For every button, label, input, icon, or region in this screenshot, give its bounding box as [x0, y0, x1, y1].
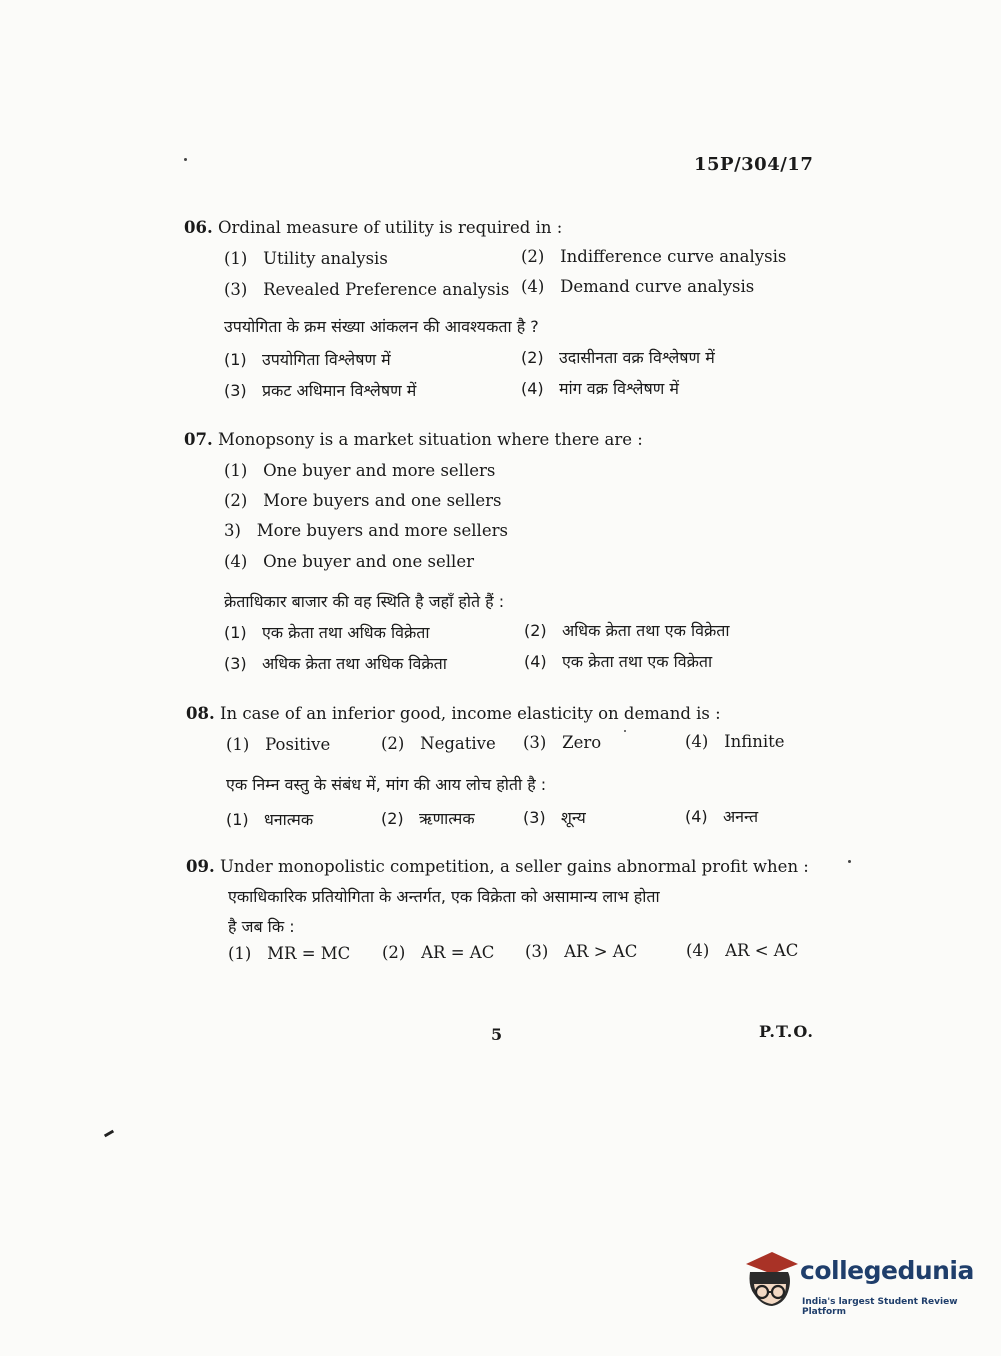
please-turn-over: P.T.O. — [759, 1022, 814, 1041]
brand-name: collegedunia — [800, 1256, 974, 1285]
option: (4) AR < AC — [686, 941, 799, 960]
option: (1) Positive — [226, 735, 331, 754]
paper-code: 15P/304/17 — [694, 154, 814, 175]
option: (4) मांग वक्र विश्लेषण में — [521, 379, 679, 398]
option: (1) धनात्मक — [226, 810, 314, 829]
option: (2) Negative — [381, 734, 496, 753]
option: (1) One buyer and more sellers — [224, 461, 496, 480]
scan-speck — [848, 860, 851, 863]
option: (3) AR > AC — [525, 942, 638, 961]
option: (2) AR = AC — [382, 943, 495, 962]
option: 3) More buyers and more sellers — [224, 521, 508, 540]
option: (2) उदासीनता वक्र विश्लेषण में — [521, 348, 715, 367]
option: (2) Indifference curve analysis — [521, 247, 787, 266]
option: (4) One buyer and one seller — [224, 552, 474, 571]
option: (4) अनन्त — [685, 807, 759, 826]
scan-mark — [104, 1130, 114, 1138]
option: (3) प्रकट अधिमान विश्लेषण में — [224, 381, 417, 400]
question-text-hi: क्रेताधिकार बाजार की वह स्थिति है जहाँ होते हैं : — [224, 592, 505, 611]
option: (1) एक क्रेता तथा अधिक विक्रेता — [224, 623, 430, 642]
scan-speck — [624, 730, 626, 732]
option: (4) Demand curve analysis — [521, 277, 755, 296]
question-number: 08. — [186, 704, 215, 723]
question-number: 07. — [184, 430, 213, 449]
mascot-icon — [742, 1250, 798, 1312]
question-text-en: 06. Ordinal measure of utility is required in : — [184, 218, 563, 237]
option: (3) Revealed Preference analysis — [224, 280, 510, 299]
question-number: 09. — [186, 857, 215, 876]
option: (2) अधिक क्रेता तथा एक विक्रेता — [524, 621, 730, 640]
question-text-hi: उपयोगिता के क्रम संख्या आंकलन की आवश्यकता है ? — [224, 317, 539, 336]
scan-speck — [184, 158, 187, 161]
option: (3) शून्य — [523, 808, 586, 827]
option: (4) एक क्रेता तथा एक विक्रेता — [524, 652, 713, 671]
option: (2) More buyers and one sellers — [224, 491, 502, 510]
question-text-en: 09. Under monopolistic competition, a seller gains abnormal profit when : — [186, 857, 809, 876]
option: (1) उपयोगिता विश्लेषण में — [224, 350, 391, 369]
question-text-hi: एकाधिकारिक प्रतियोगिता के अन्तर्गत, एक विक्रेता को असामान्य लाभ होता — [228, 887, 660, 906]
option: (4) Infinite — [685, 732, 785, 751]
brand-tagline: India's largest Student Review Platform — [802, 1297, 958, 1317]
question-text-en: 07. Monopsony is a market situation where there are : — [184, 430, 643, 449]
option: (1) Utility analysis — [224, 249, 388, 268]
question-number: 06. — [184, 218, 213, 237]
question-text-en: 08. In case of an inferior good, income elasticity on demand is : — [186, 704, 721, 723]
page-number: 5 — [491, 1025, 503, 1044]
collegedunia-watermark — [742, 1250, 972, 1320]
option: (1) MR = MC — [228, 944, 351, 963]
option: (2) ऋणात्मक — [381, 809, 475, 828]
question-text-hi: एक निम्न वस्तु के संबंध में, मांग की आय लोच होती है : — [226, 775, 547, 794]
option: (3) Zero — [523, 733, 602, 752]
question-text-hi-cont: है जब कि : — [228, 917, 295, 936]
option: (3) अधिक क्रेता तथा अधिक विक्रेता — [224, 654, 447, 673]
